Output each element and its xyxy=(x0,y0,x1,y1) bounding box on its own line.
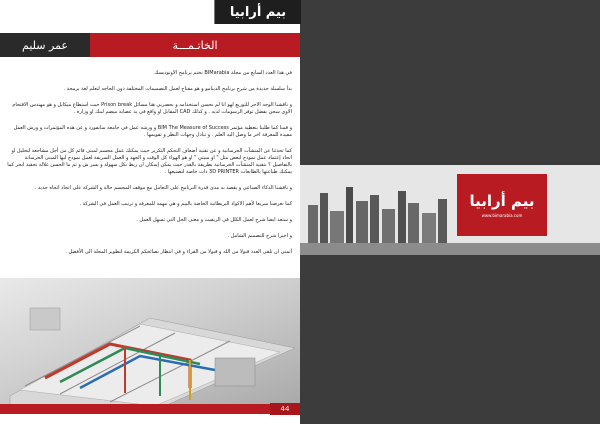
brand-logo: بيم أرابيا xyxy=(469,192,535,210)
city-skyline-photo xyxy=(300,165,600,255)
page-number: 44 xyxy=(270,403,300,415)
mep-model-illustration xyxy=(0,278,300,408)
paragraph: و ناقشنا الوجه الاخر للتوريع لهو انا لم نحسن استخدامه و يحصرني هنا مسائل Prison break حيث استطاع ميكايل و هو مهندس الاقتحام الاوى سجن بفضل توفر الرسومات لديه . و كذلك CAD المقابل او واقع في يد عصابة ميضم لبنك او وزارة . xyxy=(12,102,292,115)
paragraph: و ستعد ايضا شرح لعمل الكلل في الريفيت و معنى الحل التي تسهل العمل . xyxy=(136,217,292,223)
paragraph: كما تعرضنا سريعا لأهم الاكواد البريطانية الخاصة بالبيم و هي مهمة للمعرفة و ترتيب العمل في الشركة . xyxy=(79,201,292,207)
mep-3d-render xyxy=(0,278,300,408)
paragraph: كما تحدثنا عن المنشآت الخرسانية و عن تقنية أضعاف التحكم التكرير حيث يمكنك عمل مجسم لمبنى قائم كل من أجل مشاجعة لتحليل او اتحاد إعتماد عمل نموذج لبعض مثل " او سيتي " او هو الهواء كل الوقت و الجهد و العمل السريفة لعمل نموذج ليها المبنى الخرسانة بالتفاصيل ؟ بتقنية المنشآت الخرسانية بطريقة بالقدر حيث يمكن إسكان ان ربط بكل سهولة و بسر ش و ثم ما الحسن غلالة تحقيد ابحر كما يمكنك طباعتها بالطابعات 3D PRINTER ذات خاصة لتصنيعها . xyxy=(7,148,292,175)
article-header xyxy=(0,33,300,57)
brand-url: www.bimarabia.com xyxy=(481,213,523,218)
article-title: الخاتـمـــة xyxy=(90,33,300,57)
magazine-logo: بيم أرابيا xyxy=(214,0,301,24)
footer-stripe xyxy=(0,404,300,414)
paragraph: بدأ سلسلة جديدة من شرح برنامج الدينامو و هو مفتاح لعمل التصميمات المختلفة دون الحاجه لتعلم لغة برمجة . xyxy=(63,86,292,92)
paragraph: و ناقشنا الذكاء الصناعي و يقصد به مدى قدرة البرنامج على التعامل مع موقف المجسم حالة و الشركة على اتخاذ اتجاه جديد . xyxy=(34,185,292,191)
skyline-image xyxy=(300,165,600,255)
brand-panel xyxy=(457,174,547,236)
paragraph: و اخيرا شرح للتصميم الشامل . xyxy=(227,233,292,239)
article-body xyxy=(6,70,292,265)
paragraph: في هذا العدد السابع من مجلة BIMarabia نختم برنامج الاوتوديسك xyxy=(154,70,292,76)
author-name: عمر سليم xyxy=(0,33,90,57)
paragraph: و قمنا كما طلبنا بتغطية مؤتمر BIM The Measure of Success و ورشة عمل في جامعة سانفورد و عن هذه المؤتمرات و ورش العمل مفيدة للمعرفة اخر ما وصل اليه العلم . و تبادل وجهات النظر و تقويمها . xyxy=(13,125,292,138)
paragraph: أتمنى ان تلقى العدد قبولا من الله و قبولا من القراء و في انتظار نصائحكم الكريمة لتطوير المجلة الى الأفضل . xyxy=(65,249,292,255)
